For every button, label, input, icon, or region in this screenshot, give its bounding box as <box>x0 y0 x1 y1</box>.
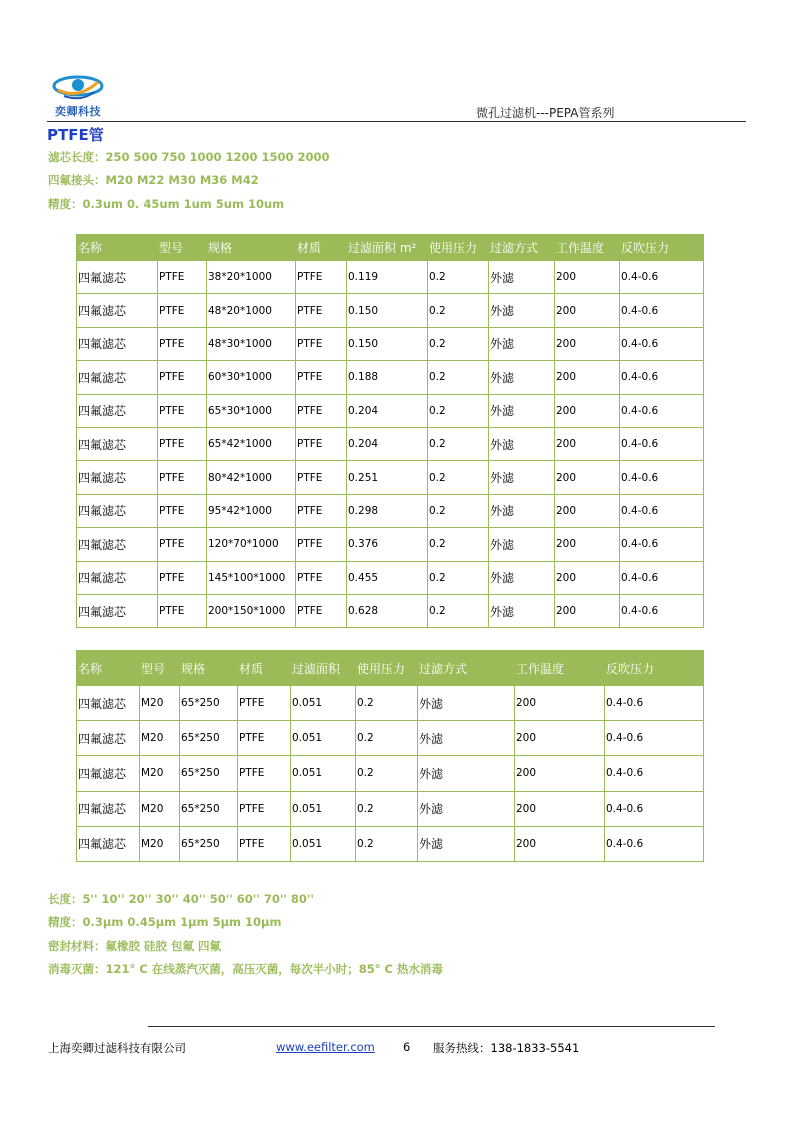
table-cell: 65*250 <box>180 721 238 756</box>
table-cell: 200 <box>555 394 620 427</box>
table-cell: 外滤 <box>489 394 555 427</box>
page-number: 6 <box>403 1040 411 1054</box>
table-cell: M20 <box>140 721 180 756</box>
table-cell: 0.2 <box>356 791 418 826</box>
spec-length-inch: 长度：5'' 10'' 20'' 30'' 40'' 50'' 60'' 70'' 80'' <box>48 892 314 906</box>
table-cell: 0.119 <box>347 261 428 294</box>
table-cell: 48*20*1000 <box>207 294 296 327</box>
column-header: 材质 <box>238 651 291 686</box>
table-cell: PTFE <box>158 494 207 527</box>
table-cell: 0.455 <box>347 561 428 594</box>
table-cell: 0.376 <box>347 528 428 561</box>
table-cell: 外滤 <box>489 327 555 360</box>
table-cell: 0.4-0.6 <box>620 494 704 527</box>
column-header: 过滤方式 <box>489 235 555 261</box>
table-cell: PTFE <box>158 261 207 294</box>
spec-length: 滤芯长度：250 500 750 1000 1200 1500 2000 <box>48 150 330 164</box>
table-header-row <box>77 651 704 686</box>
table-cell: M20 <box>140 826 180 861</box>
table-cell: 200 <box>555 561 620 594</box>
table-body <box>77 261 704 628</box>
footer-divider <box>148 1026 715 1027</box>
table-cell: 外滤 <box>418 791 515 826</box>
table-cell: 65*42*1000 <box>207 427 296 460</box>
table-row <box>77 561 704 594</box>
column-header: 规格 <box>207 235 296 261</box>
table-cell: PTFE <box>296 361 347 394</box>
column-header: 过滤面积 m² <box>347 235 428 261</box>
table-cell: 外滤 <box>489 427 555 460</box>
table-row <box>77 528 704 561</box>
table-cell: 外滤 <box>418 686 515 721</box>
table-cell: 0.4-0.6 <box>605 721 704 756</box>
column-header: 使用压力 <box>428 235 489 261</box>
column-header: 使用压力 <box>356 651 418 686</box>
table-cell: 四氟滤芯 <box>77 394 158 427</box>
table-cell: 四氟滤芯 <box>77 721 140 756</box>
table-cell: PTFE <box>238 721 291 756</box>
table-cell: 65*250 <box>180 826 238 861</box>
table-cell: 外滤 <box>418 756 515 791</box>
table-cell: 四氟滤芯 <box>77 528 158 561</box>
table-cell: 200 <box>555 261 620 294</box>
table-cell: 四氟滤芯 <box>77 361 158 394</box>
table-cell: PTFE <box>158 561 207 594</box>
table-cell: 0.150 <box>347 294 428 327</box>
table-cell: 0.051 <box>291 686 356 721</box>
table-cell: PTFE <box>158 461 207 494</box>
table-cell: 95*42*1000 <box>207 494 296 527</box>
table-cell: PTFE <box>238 791 291 826</box>
table-cell: 0.2 <box>356 756 418 791</box>
spec-sterilization: 消毒灭菌：121° C 在线蒸汽灭菌，高压灭菌，每次半小时；85° C 热水消毒 <box>48 962 443 976</box>
ptfe-spec-table-2 <box>76 650 704 862</box>
table-cell: 0.150 <box>347 327 428 360</box>
footer-company: 上海奕卿过滤科技有限公司 <box>48 1041 186 1055</box>
table-cell: 0.2 <box>428 494 489 527</box>
table-cell: PTFE <box>296 461 347 494</box>
table-body <box>77 686 704 862</box>
table-row <box>77 594 704 627</box>
table-cell: 0.2 <box>428 394 489 427</box>
column-header: 过滤方式 <box>418 651 515 686</box>
table-cell: 200 <box>515 686 605 721</box>
table-cell: 外滤 <box>489 494 555 527</box>
table-cell: 65*250 <box>180 791 238 826</box>
table-row <box>77 686 704 721</box>
table-cell: 四氟滤芯 <box>77 561 158 594</box>
table-cell: 外滤 <box>418 826 515 861</box>
table-cell: 外滤 <box>418 721 515 756</box>
table-cell: 0.2 <box>428 327 489 360</box>
table-cell: 0.4-0.6 <box>620 394 704 427</box>
header-title: 微孔过滤机---PEPA管系列 <box>476 106 615 120</box>
table-cell: 65*250 <box>180 756 238 791</box>
table-cell: 0.4-0.6 <box>620 594 704 627</box>
footer-hotline: 服务热线：138-1833-5541 <box>433 1041 580 1055</box>
table-row <box>77 261 704 294</box>
table-cell: PTFE <box>296 394 347 427</box>
header-divider <box>47 121 746 122</box>
table-cell: M20 <box>140 791 180 826</box>
table-cell: 外滤 <box>489 294 555 327</box>
table-cell: PTFE <box>158 594 207 627</box>
table-cell: 四氟滤芯 <box>77 261 158 294</box>
table-cell: 200 <box>555 528 620 561</box>
table-cell: 200 <box>515 721 605 756</box>
table-cell: 0.2 <box>428 261 489 294</box>
table-cell: 145*100*1000 <box>207 561 296 594</box>
table-cell: 200 <box>555 294 620 327</box>
table-cell: 四氟滤芯 <box>77 494 158 527</box>
table-cell: PTFE <box>158 427 207 460</box>
table-cell: 0.4-0.6 <box>620 261 704 294</box>
table-cell: 200 <box>555 427 620 460</box>
table-cell: 200 <box>515 826 605 861</box>
table-row <box>77 427 704 460</box>
table-cell: PTFE <box>296 494 347 527</box>
table-cell: 0.2 <box>428 461 489 494</box>
table-row <box>77 494 704 527</box>
spec-seal-material: 密封材料：氟橡胶 硅胶 包氟 四氟 <box>48 939 222 953</box>
table-row <box>77 791 704 826</box>
table-cell: 0.4-0.6 <box>605 791 704 826</box>
table-header-row <box>77 235 704 261</box>
table-cell: 0.2 <box>428 294 489 327</box>
table-cell: 0.298 <box>347 494 428 527</box>
table-cell: 65*30*1000 <box>207 394 296 427</box>
table-cell: PTFE <box>296 427 347 460</box>
table-cell: 0.2 <box>428 594 489 627</box>
table-cell: 0.2 <box>428 427 489 460</box>
table-cell: 38*20*1000 <box>207 261 296 294</box>
table-cell: 四氟滤芯 <box>77 594 158 627</box>
column-header: 规格 <box>180 651 238 686</box>
table-cell: 200*150*1000 <box>207 594 296 627</box>
table-cell: 0.4-0.6 <box>620 561 704 594</box>
table-cell: PTFE <box>238 826 291 861</box>
table-cell: 80*42*1000 <box>207 461 296 494</box>
table-cell: 0.204 <box>347 394 428 427</box>
table-cell: 0.251 <box>347 461 428 494</box>
table-cell: PTFE <box>296 528 347 561</box>
column-header: 反吹压力 <box>620 235 704 261</box>
table-cell: 200 <box>555 361 620 394</box>
table-cell: M20 <box>140 686 180 721</box>
table-cell: 200 <box>555 327 620 360</box>
table-cell: PTFE <box>296 261 347 294</box>
table-cell: M20 <box>140 756 180 791</box>
table-cell: 0.4-0.6 <box>605 826 704 861</box>
table-cell: 0.051 <box>291 826 356 861</box>
column-header: 反吹压力 <box>605 651 704 686</box>
table-cell: 外滤 <box>489 461 555 494</box>
column-header: 工作温度 <box>555 235 620 261</box>
column-header: 名称 <box>77 235 158 261</box>
column-header: 过滤面积 <box>291 651 356 686</box>
table-cell: 0.4-0.6 <box>620 427 704 460</box>
page-title: PTFE管 <box>47 126 104 144</box>
table-cell: 外滤 <box>489 594 555 627</box>
table-cell: PTFE <box>296 294 347 327</box>
table-cell: 120*70*1000 <box>207 528 296 561</box>
table-cell: 0.2 <box>356 826 418 861</box>
table-cell: 0.4-0.6 <box>620 528 704 561</box>
table-row <box>77 721 704 756</box>
table-cell: 0.051 <box>291 721 356 756</box>
column-header: 材质 <box>296 235 347 261</box>
column-header: 型号 <box>140 651 180 686</box>
ptfe-spec-table-1 <box>76 234 704 628</box>
spec-precision: 精度：0.3um 0. 45um 1um 5um 10um <box>48 197 285 211</box>
table-cell: PTFE <box>238 756 291 791</box>
table-row <box>77 327 704 360</box>
table-cell: 四氟滤芯 <box>77 461 158 494</box>
table-row <box>77 294 704 327</box>
table-cell: PTFE <box>296 594 347 627</box>
spec-connector: 四氟接头：M20 M22 M30 M36 M42 <box>48 173 259 187</box>
table-cell: 外滤 <box>489 361 555 394</box>
table-cell: 200 <box>515 791 605 826</box>
table-row <box>77 394 704 427</box>
table-cell: 四氟滤芯 <box>77 791 140 826</box>
table-cell: 四氟滤芯 <box>77 294 158 327</box>
table-row <box>77 756 704 791</box>
column-header: 名称 <box>77 651 140 686</box>
table-cell: 0.188 <box>347 361 428 394</box>
table-cell: PTFE <box>158 294 207 327</box>
table-cell: 0.2 <box>428 561 489 594</box>
table-row <box>77 361 704 394</box>
spec-precision-micron: 精度：0.3μm 0.45μm 1μm 5μm 10μm <box>48 915 282 929</box>
table-cell: 0.2 <box>428 361 489 394</box>
table-cell: PTFE <box>158 528 207 561</box>
table-cell: 0.4-0.6 <box>620 461 704 494</box>
table-cell: PTFE <box>238 686 291 721</box>
table-cell: 外滤 <box>489 561 555 594</box>
table-cell: 0.4-0.6 <box>620 327 704 360</box>
table-cell: 0.2 <box>356 686 418 721</box>
company-logo-text: 奕卿科技 <box>55 105 101 118</box>
table-cell: 0.4-0.6 <box>605 686 704 721</box>
table-cell: PTFE <box>158 394 207 427</box>
table-cell: 0.4-0.6 <box>620 361 704 394</box>
table-cell: 200 <box>555 494 620 527</box>
table-cell: 48*30*1000 <box>207 327 296 360</box>
table-cell: 0.2 <box>356 721 418 756</box>
table-cell: PTFE <box>296 327 347 360</box>
table-row <box>77 826 704 861</box>
table-cell: 60*30*1000 <box>207 361 296 394</box>
table-cell: 四氟滤芯 <box>77 826 140 861</box>
table-cell: 四氟滤芯 <box>77 686 140 721</box>
table-row <box>77 461 704 494</box>
table-cell: PTFE <box>158 327 207 360</box>
column-header: 工作温度 <box>515 651 605 686</box>
table-cell: 200 <box>555 594 620 627</box>
footer-website-link[interactable]: www.eefilter.com <box>276 1040 375 1054</box>
column-header: 型号 <box>158 235 207 261</box>
table-cell: 四氟滤芯 <box>77 327 158 360</box>
table-cell: PTFE <box>158 361 207 394</box>
table-cell: 65*250 <box>180 686 238 721</box>
table-cell: 外滤 <box>489 528 555 561</box>
table-cell: 0.4-0.6 <box>605 756 704 791</box>
table-cell: 200 <box>515 756 605 791</box>
table-cell: 四氟滤芯 <box>77 427 158 460</box>
table-cell: 外滤 <box>489 261 555 294</box>
table-cell: PTFE <box>296 561 347 594</box>
table-cell: 四氟滤芯 <box>77 756 140 791</box>
table-cell: 0.204 <box>347 427 428 460</box>
table-cell: 0.628 <box>347 594 428 627</box>
table-cell: 200 <box>555 461 620 494</box>
table-cell: 0.2 <box>428 528 489 561</box>
table-cell: 0.4-0.6 <box>620 294 704 327</box>
table-cell: 0.051 <box>291 791 356 826</box>
table-cell: 0.051 <box>291 756 356 791</box>
